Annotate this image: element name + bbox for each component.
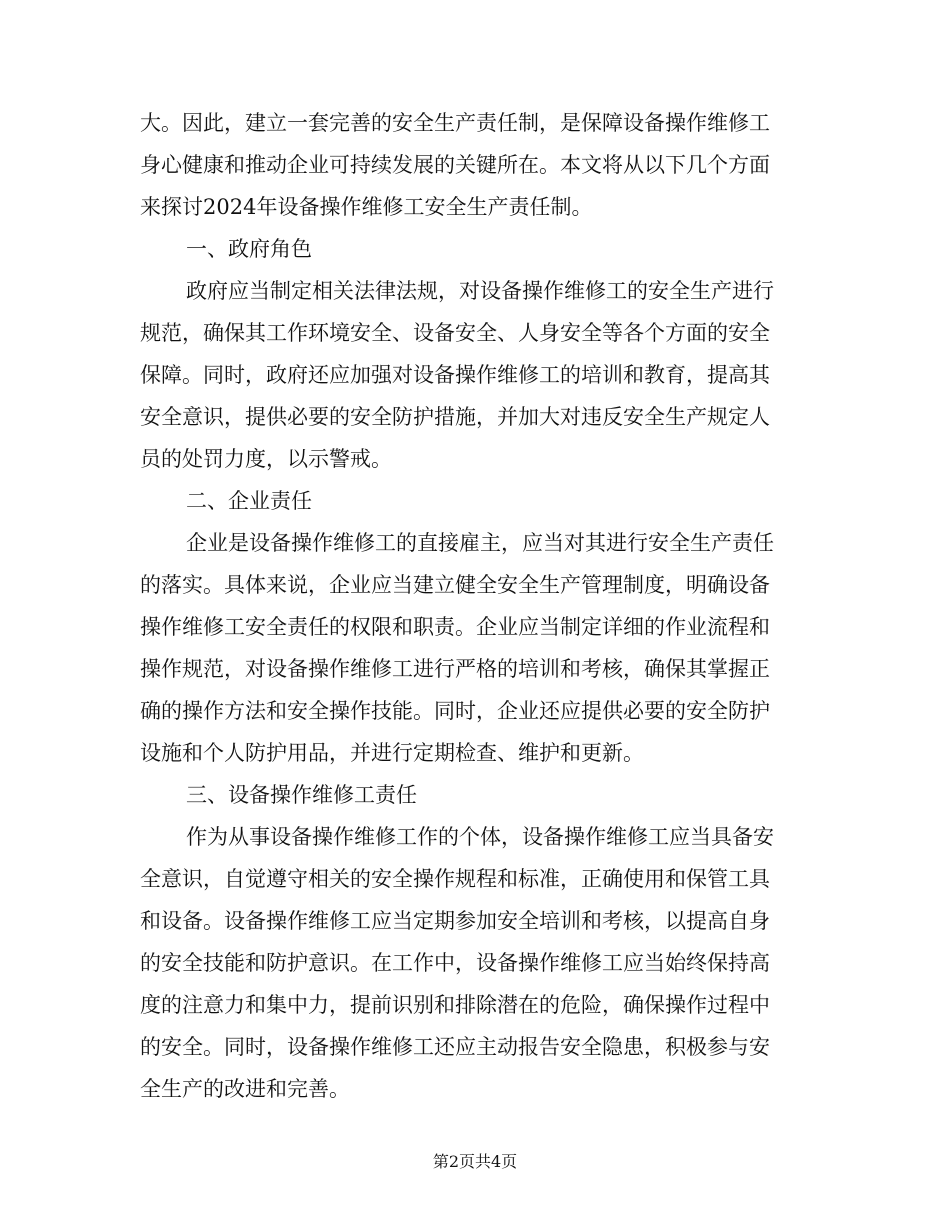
text-line: 企业是设备操作维修工的直接雇主，应当对其进行安全生产责任	[186, 531, 774, 555]
text-line: 和设备。设备操作维修工应当定期参加安全培训和考核，以提高自身	[140, 909, 770, 933]
text-line: 员的处罚力度，以示警戒。	[140, 447, 392, 471]
text-line: 的安全技能和防护意识。在工作中，设备操作维修工应当始终保持高	[140, 951, 770, 975]
text-line: 全意识，自觉遵守相关的安全操作规程和标准，正确使用和保管工具	[140, 867, 770, 891]
page-number: 第2页共4页	[432, 1152, 518, 1171]
text-line: 身心健康和推动企业可持续发展的关键所在。本文将从以下几个方面	[140, 153, 770, 177]
text-line: 度的注意力和集中力，提前识别和排除潜在的危险，确保操作过程中	[140, 993, 770, 1017]
page-footer	[0, 1151, 950, 1173]
text-line: 大。因此，建立一套完善的安全生产责任制，是保障设备操作维修工	[140, 111, 770, 135]
document-body	[140, 102, 800, 1110]
text-line: 保障。同时，政府还应加强对设备操作维修工的培训和教育，提高其	[140, 363, 770, 387]
text-line: 的安全。同时，设备操作维修工还应主动报告安全隐患，积极参与安	[140, 1035, 770, 1059]
text-line: 操作规范，对设备操作维修工进行严格的培训和考核，确保其掌握正	[140, 657, 770, 681]
section-heading: 二、企业责任	[186, 489, 312, 513]
text-line: 安全意识，提供必要的安全防护措施，并加大对违反安全生产规定人	[140, 405, 770, 429]
text-line: 作为从事设备操作维修工作的个体，设备操作维修工应当具备安	[186, 825, 774, 849]
text-line: 的落实。具体来说，企业应当建立健全安全生产管理制度，明确设备	[140, 573, 770, 597]
text-line: 规范，确保其工作环境安全、设备安全、人身安全等各个方面的安全	[140, 321, 770, 345]
text-line: 设施和个人防护用品，并进行定期检查、维护和更新。	[140, 741, 644, 765]
text-line: 政府应当制定相关法律法规，对设备操作维修工的安全生产进行	[186, 279, 774, 303]
section-heading: 一、政府角色	[186, 237, 312, 261]
text-line: 来探讨2024年设备操作维修工安全生产责任制。	[140, 195, 593, 219]
text-line: 操作维修工安全责任的权限和职责。企业应当制定详细的作业流程和	[140, 615, 770, 639]
text-line: 确的操作方法和安全操作技能。同时，企业还应提供必要的安全防护	[140, 699, 770, 723]
text-line: 全生产的改进和完善。	[140, 1077, 350, 1101]
section-heading: 三、设备操作维修工责任	[186, 783, 417, 807]
